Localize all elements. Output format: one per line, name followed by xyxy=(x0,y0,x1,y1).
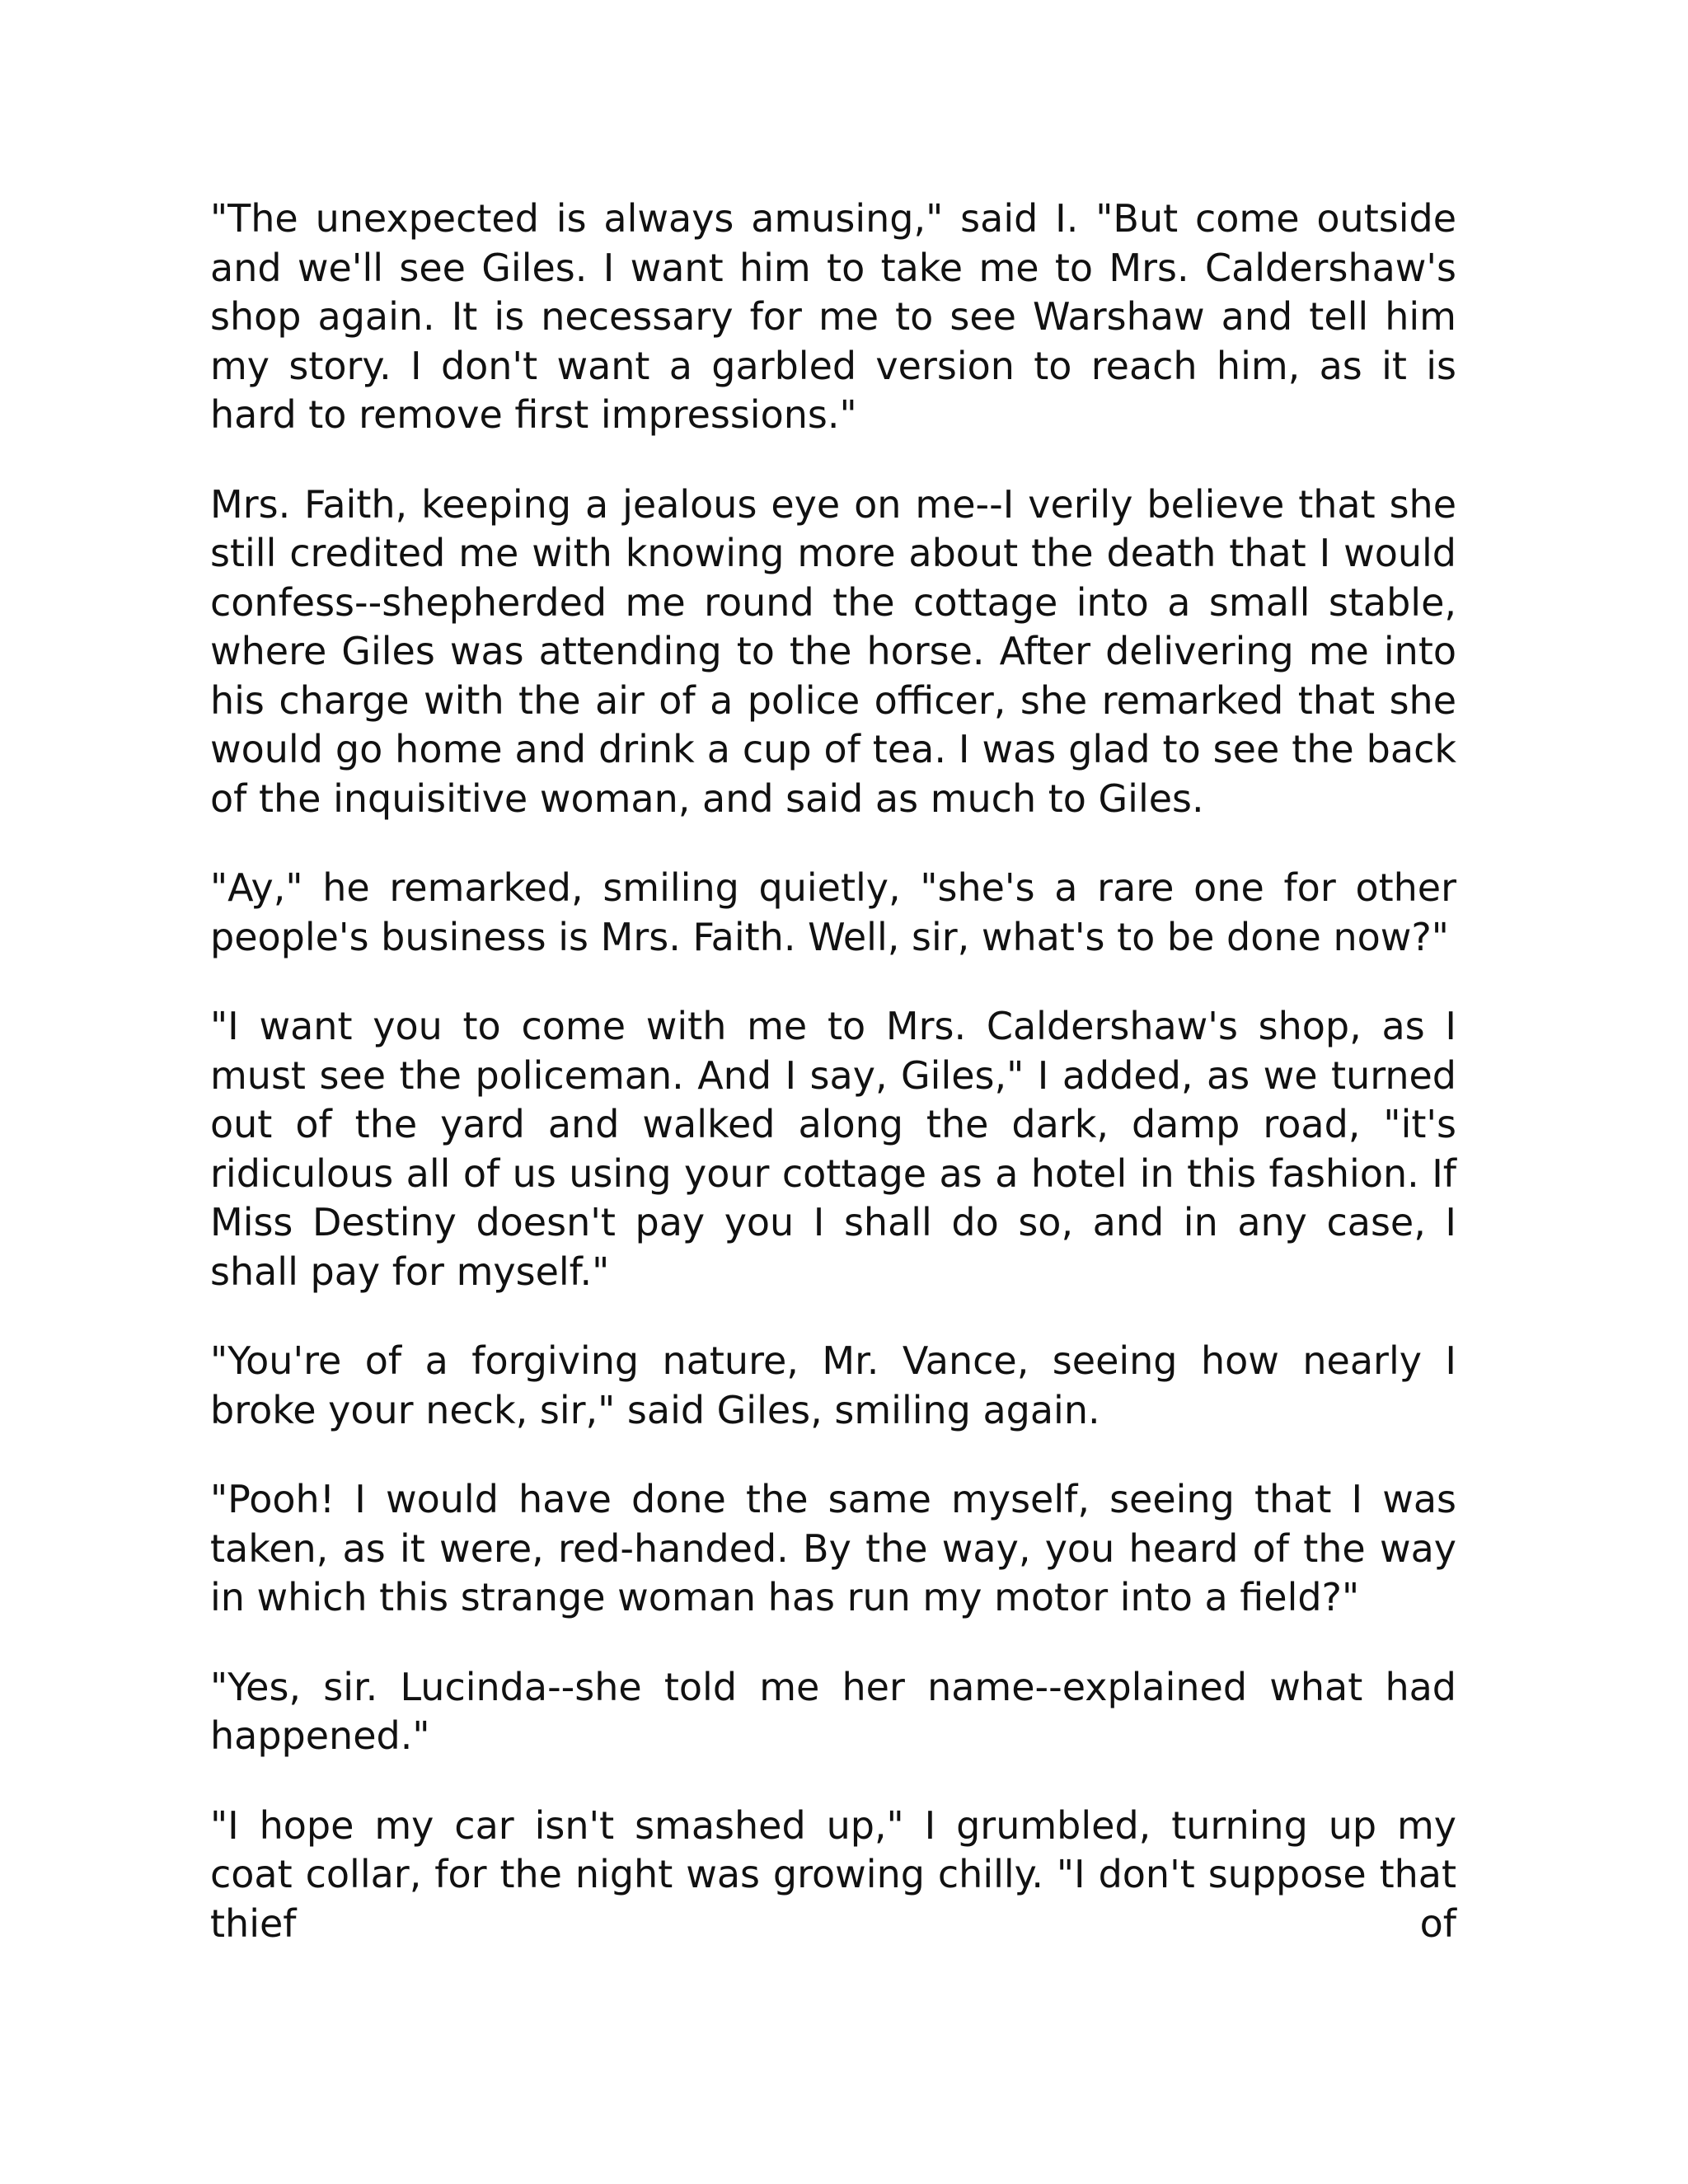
paragraph: "I want you to come with me to Mrs. Caldershaw's shop, as I must see the policeman. And I say, Giles," I added, as we turned out of the yard and walked along the dark, damp road, "it's ridiculous all of us using your cottage as a hotel in this fashion. If Miss Destiny doesn't pay you I shall do so, and in any case, I shall pay for myself." xyxy=(210,1004,1456,1294)
paragraph: "Ay," he remarked, smiling quietly, "she's a rare one for other people's business is Mrs. Faith. Well, sir, what's to be done now?" xyxy=(210,865,1456,959)
paragraph: "The unexpected is always amusing," said I. "But come outside and we'll see Giles. I want him to take me to Mrs. Caldershaw's shop again. It is necessary for me to see Warshaw and tell him my story. I don't want a garbled version to reach him, as it is hard to remove first impressions." xyxy=(210,196,1456,437)
paragraph: "Yes, sir. Lucinda--she told me her name--explained what had happened." xyxy=(210,1664,1456,1758)
paragraph: "I hope my car isn't smashed up," I grumbled, turning up my coat collar, for the night was growing chilly. "I don't suppose that thief of xyxy=(210,1802,1456,1946)
paragraph: Mrs. Faith, keeping a jealous eye on me--I verily believe that she still credited me with knowing more about the death that I would confess--shepherded me round the cottage into a small stable, where Giles was attending to the horse. After delivering me into his charge with the air of a police officer, she remarked that she would go home and drink a cup of tea. I was glad to see the back of the inquisitive woman, and said as much to Giles. xyxy=(210,481,1456,821)
paragraph: "You're of a forgiving nature, Mr. Vance, seeing how nearly I broke your neck, sir," said Giles, smiling again. xyxy=(210,1338,1456,1432)
body-text xyxy=(210,194,1456,1948)
paragraph: "Pooh! I would have done the same myself, seeing that I was taken, as it were, red-handed. By the way, you heard of the way in which this strange woman has run my motor into a field?" xyxy=(210,1477,1456,1619)
